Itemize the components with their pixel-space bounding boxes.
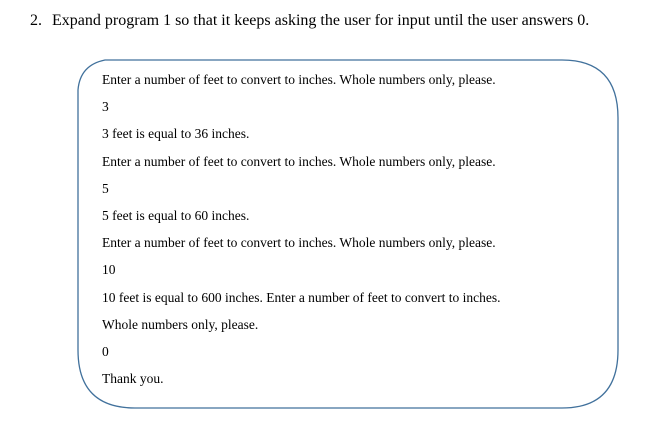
- console-line-prompt-3: Enter a number of feet to convert to inches. Whole numbers only, please.: [102, 235, 496, 251]
- console-line-input-1: 3: [102, 99, 109, 115]
- console-line-result-2: 5 feet is equal to 60 inches.: [102, 207, 250, 223]
- console-line-prompt-1: Enter a number of feet to convert to inches. Whole numbers only, please.: [102, 72, 496, 87]
- console-line-input-2: 5: [102, 180, 109, 196]
- console-line-result-1: 3 feet is equal to 36 inches.: [102, 126, 250, 142]
- question-number: 2.: [30, 12, 42, 29]
- console-line-result-3: 10 feet is equal to 600 inches. Enter a number of feet to convert to inches.: [102, 289, 501, 305]
- console-line-thanks: Thank you.: [102, 371, 164, 387]
- exercise-question: [30, 10, 589, 32]
- console-output: [102, 70, 602, 396]
- console-line-prompt-4: Whole numbers only, please.: [102, 316, 259, 332]
- console-line-prompt-2: Enter a number of feet to convert to inches. Whole numbers only, please.: [102, 153, 496, 169]
- question-text: Expand program 1 so that it keeps asking the user for input until the user answers 0.: [52, 12, 590, 29]
- console-line-input-3: 10: [102, 262, 116, 278]
- console-line-input-4: 0: [102, 343, 109, 359]
